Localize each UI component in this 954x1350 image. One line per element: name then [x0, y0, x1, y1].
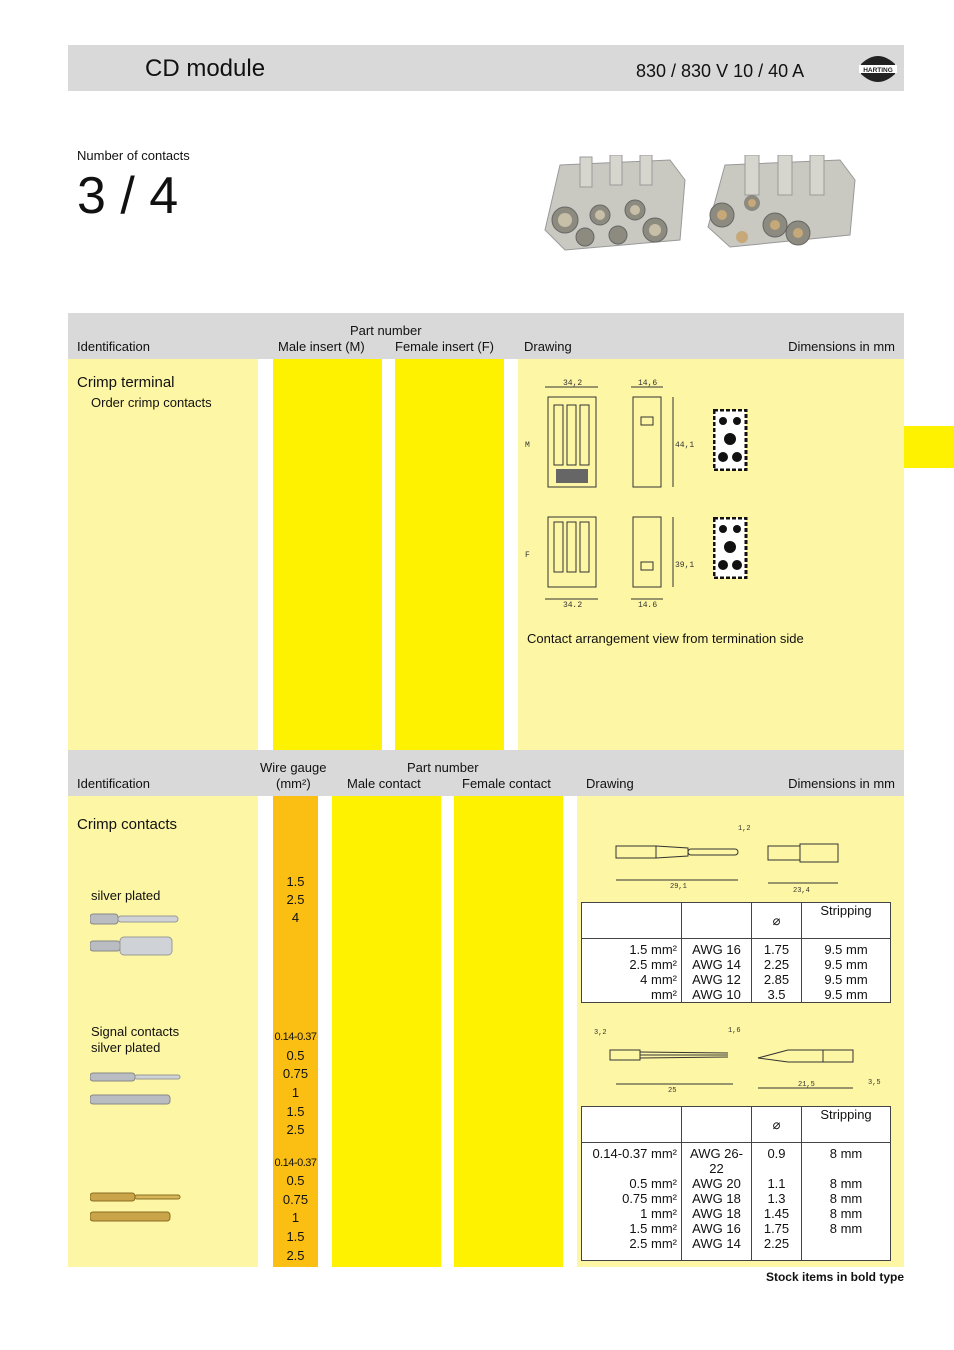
spec1-awg-4: AWG 10 [682, 987, 752, 1003]
dim-signal-d1: 3,2 [594, 1029, 607, 1037]
spec2-mm-6: 2.5 mm² [582, 1236, 682, 1260]
dim-power-d1: 1,2 [738, 825, 751, 833]
identification-heading: Identification [77, 339, 150, 354]
section-tab [904, 426, 954, 468]
column-gap [258, 359, 273, 750]
diameter-symbol-2: ⌀ [752, 1107, 802, 1143]
spec2-mm-3: 0.75 mm² [582, 1191, 682, 1206]
spec1-mm-4: mm² [582, 987, 682, 1003]
part-number-heading: Part number [350, 323, 422, 338]
male-insert-photo [540, 155, 690, 255]
contact-arrangement-female [713, 517, 748, 579]
spec2-strip-3: 8 mm [802, 1191, 891, 1206]
gauge-signal-gold-5: 1.5 [286, 1229, 305, 1244]
drawing-caption: Contact arrangement view from termination side [527, 631, 804, 646]
gauge-signal-silver-2: 0.5 [286, 1048, 305, 1063]
dim-depth-f: 14,6 [638, 601, 658, 607]
spec1-strip-1: 9.5 mm [802, 939, 891, 958]
dimensions-heading-2: Dimensions in mm [788, 776, 895, 791]
contact-arrangement-male [713, 409, 748, 471]
gauge-signal-gold-1: 0.14-0.37 [274, 1157, 317, 1169]
crimp-terminal-label: Crimp terminal [77, 374, 175, 391]
spec1-strip-4: 9.5 mm [802, 987, 891, 1003]
spec2-awg-3: AWG 18 [682, 1191, 752, 1206]
spec2-awg-4: AWG 18 [682, 1206, 752, 1221]
spec2-d-2: 1.1 [752, 1176, 802, 1191]
spec1-strip-2: 9.5 mm [802, 957, 891, 972]
insert-table-body [68, 359, 904, 750]
gauge-signal-gold-3: 0.75 [282, 1192, 309, 1207]
signal-silver-plated-label: silver plated [91, 1040, 161, 1055]
signal-contact-drawing [588, 1014, 888, 1094]
diameter-symbol: ⌀ [752, 903, 802, 939]
male-contact-column [332, 796, 441, 1267]
label-f: F [525, 551, 530, 560]
dim-signal-d3: 3,5 [868, 1079, 881, 1087]
spec2-strip-6 [802, 1236, 891, 1260]
signal-contacts-label: Signal contacts [91, 1024, 180, 1039]
spec2-mm-5: 1.5 mm² [582, 1221, 682, 1236]
spec2-strip-5: 8 mm [802, 1221, 891, 1236]
dimensions-heading: Dimensions in mm [788, 339, 895, 354]
part-number-heading-2: Part number [407, 760, 479, 775]
spec1-d-4: 3.5 [752, 987, 802, 1003]
gauge-signal-gold-2: 0.5 [286, 1173, 305, 1188]
contacts-label: Number of contacts [77, 148, 190, 163]
drawing-heading-2: Drawing [586, 776, 634, 791]
column-gap [258, 796, 273, 1267]
spec1-d-3: 2.85 [752, 972, 802, 987]
column-gap [318, 796, 332, 1267]
column-gap [563, 796, 577, 1267]
power-contacts-photo [90, 911, 185, 961]
spec1-mm-1: 1.5 mm² [582, 939, 682, 958]
gauge-signal-silver-5: 1.5 [286, 1104, 305, 1119]
dim-signal-male-length: 25 [668, 1087, 677, 1094]
page-title: CD module [145, 55, 266, 82]
spec2-awg-2: AWG 20 [682, 1176, 752, 1191]
spec2-d-5: 1.75 [752, 1221, 802, 1236]
spec2-awg-1: AWG 26-22 [682, 1143, 752, 1177]
harting-logo [858, 50, 898, 86]
column-gap [382, 359, 395, 750]
gauge-signal-silver-1: 0.14-0.37 [274, 1031, 317, 1043]
female-insert-column [395, 359, 504, 750]
stripping-heading: Stripping [802, 903, 891, 939]
spec1-awg-1: AWG 16 [682, 939, 752, 958]
dim-width-m: 34,2 [563, 379, 583, 388]
spec2-mm-2: 0.5 mm² [582, 1176, 682, 1191]
spec2-awg-6: AWG 14 [682, 1236, 752, 1260]
power-spec-table [581, 902, 891, 1003]
spec1-mm-3: 4 mm² [582, 972, 682, 987]
female-contact-heading: Female contact [462, 776, 551, 791]
contacts-table-body [68, 796, 904, 1267]
dim-width-f: 34,2 [563, 601, 583, 607]
spec2-mm-1: 0.14-0.37 mm² [582, 1143, 682, 1177]
gauge-signal-silver-4: 1 [291, 1085, 300, 1100]
rating-text: 830 / 830 V 10 / 40 A [636, 61, 805, 81]
dim-height-f: 39,1 [675, 561, 695, 570]
label-m: M [525, 441, 530, 450]
dim-depth-m: 14,6 [638, 379, 658, 388]
insert-table-header [68, 313, 904, 359]
spec2-strip-1: 8 mm [802, 1143, 891, 1177]
female-insert-photo [700, 155, 860, 255]
silver-plated-label: silver plated [91, 888, 161, 903]
power-contact-drawing [598, 818, 883, 896]
spec2-strip-2: 8 mm [802, 1176, 891, 1191]
gauge-power-1: 1.5 [286, 874, 305, 889]
spec2-d-6: 2.25 [752, 1236, 802, 1260]
gauge-signal-silver-3: 0.75 [282, 1066, 309, 1081]
male-insert-column [273, 359, 382, 750]
spec2-d-4: 1.45 [752, 1206, 802, 1221]
spec1-strip-3: 9.5 mm [802, 972, 891, 987]
wire-gauge-unit: (mm²) [276, 776, 311, 791]
spec1-d-2: 2.25 [752, 957, 802, 972]
dim-height-m: 44,1 [675, 441, 695, 450]
gauge-power-3: 4 [291, 910, 300, 925]
gauge-signal-silver-6: 2.5 [286, 1122, 305, 1137]
contacts-value: 3 / 4 [77, 167, 179, 225]
stripping-heading-2: Stripping [802, 1107, 891, 1143]
wire-gauge-heading: Wire gauge [260, 760, 327, 775]
signal-gold-photo [90, 1190, 185, 1230]
gauge-power-2: 2.5 [286, 892, 305, 907]
dim-power-female-length: 23,4 [793, 887, 810, 895]
signal-spec-table [581, 1106, 891, 1261]
gauge-signal-gold-4: 1 [291, 1210, 300, 1225]
spec1-d-1: 1.75 [752, 939, 802, 958]
order-crimp-contacts-label: Order crimp contacts [91, 395, 212, 410]
male-contact-heading: Male contact [347, 776, 421, 791]
spec2-d-1: 0.9 [752, 1143, 802, 1177]
male-insert-heading: Male insert (M) [278, 339, 365, 354]
identification-heading-2: Identification [77, 776, 150, 791]
stock-items-note: Stock items in bold type [765, 1270, 904, 1284]
spec1-mm-2: 2.5 mm² [582, 957, 682, 972]
spec1-awg-3: AWG 12 [682, 972, 752, 987]
crimp-contacts-label: Crimp contacts [77, 816, 178, 833]
dim-signal-female-length: 21,5 [798, 1081, 815, 1089]
female-contact-column [454, 796, 563, 1267]
spec2-strip-4: 8 mm [802, 1206, 891, 1221]
drawing-heading: Drawing [524, 339, 572, 354]
dim-power-male-length: 29,1 [670, 883, 687, 891]
spec2-d-3: 1.3 [752, 1191, 802, 1206]
logo-text: HARTING [863, 67, 893, 74]
column-gap [504, 359, 518, 750]
signal-silver-photo [90, 1070, 185, 1110]
contacts-table-header [68, 750, 904, 796]
page-header [68, 45, 904, 91]
female-insert-heading: Female insert (F) [395, 339, 494, 354]
gauge-signal-gold-6: 2.5 [286, 1248, 305, 1263]
column-gap [441, 796, 454, 1267]
spec2-awg-5: AWG 16 [682, 1221, 752, 1236]
spec1-awg-2: AWG 14 [682, 957, 752, 972]
dim-signal-d2: 1,6 [728, 1027, 741, 1035]
spec2-mm-4: 1 mm² [582, 1206, 682, 1221]
insert-technical-drawing [523, 377, 703, 607]
